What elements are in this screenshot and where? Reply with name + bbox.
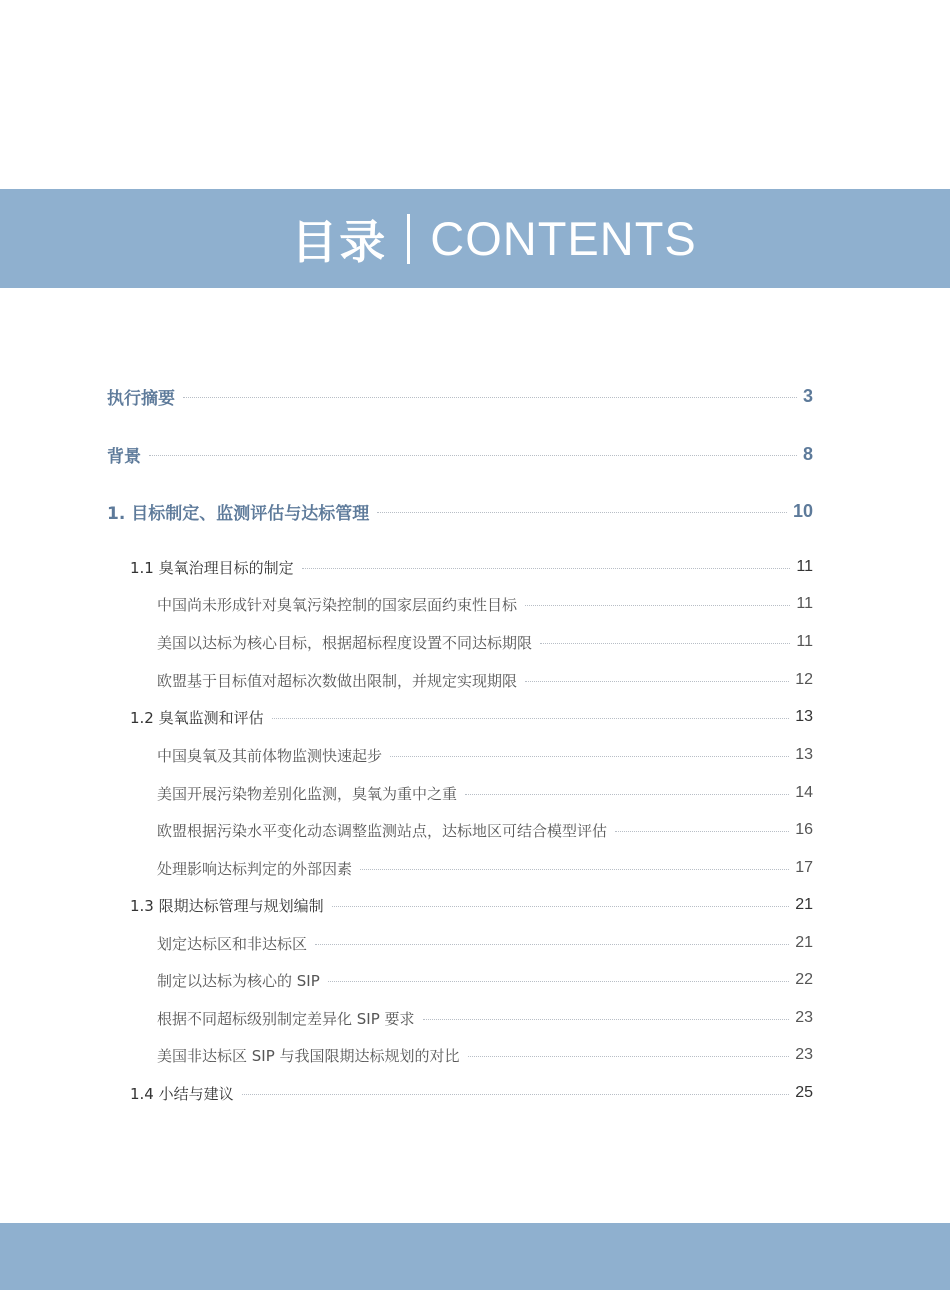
toc-entry-label: 欧盟根据污染水平变化动态调整监测站点，达标地区可结合模型评估	[157, 821, 608, 840]
toc-leader-dots	[302, 568, 791, 569]
toc-leader-dots	[183, 397, 797, 398]
toc-entry-section-1-2[interactable]	[130, 703, 813, 731]
toc-page-number: 22	[795, 971, 813, 988]
toc-entry-subsection[interactable]	[157, 966, 813, 994]
toc-leader-dots	[615, 831, 789, 832]
toc-leader-dots	[149, 455, 797, 456]
toc-entry-chapter-1[interactable]	[107, 497, 813, 525]
toc-page-number: 11	[796, 595, 813, 612]
toc-entry-background[interactable]	[107, 440, 813, 468]
toc-entry-label: 欧盟基于目标值对超标次数做出限制，并规定实现期限	[157, 671, 518, 690]
toc-page-number: 10	[792, 500, 813, 521]
toc-leader-dots	[315, 944, 789, 945]
toc-entry-subsection[interactable]	[157, 666, 813, 694]
toc-entry-subsection[interactable]	[157, 779, 813, 807]
toc-entry-label: 1. 目标制定、监测评估与达标管理	[107, 503, 370, 524]
toc-entry-label: 1.1 臭氧治理目标的制定	[130, 558, 294, 577]
toc-entry-label: 背景	[107, 446, 141, 467]
title-english: CONTENTS	[430, 212, 697, 265]
toc-leader-dots	[242, 1094, 790, 1095]
toc-entry-label: 根据不同超标级别制定差异化 SIP 要求	[157, 1009, 415, 1028]
toc-entry-subsection[interactable]	[157, 741, 813, 769]
toc-entry-subsection[interactable]	[157, 816, 813, 844]
toc-leader-dots	[423, 1019, 790, 1020]
title-chinese: 目录	[291, 214, 388, 269]
toc-leader-dots	[272, 718, 790, 719]
toc-entry-label: 美国以达标为核心目标，根据超标程度设置不同达标期限	[157, 633, 533, 652]
toc-page-number: 21	[795, 934, 813, 951]
toc-page-number: 11	[796, 558, 813, 575]
toc-leader-dots	[332, 906, 790, 907]
toc-entry-subsection[interactable]	[157, 1041, 813, 1069]
toc-entry-subsection[interactable]	[157, 854, 813, 882]
toc-page-number: 13	[795, 708, 813, 725]
toc-page-number: 17	[795, 859, 813, 876]
toc-entry-subsection[interactable]	[157, 1004, 813, 1032]
toc-entry-subsection[interactable]	[157, 590, 813, 618]
toc-page-number: 23	[795, 1046, 813, 1063]
toc-entry-label: 中国臭氧及其前体物监测快速起步	[157, 746, 383, 765]
toc-leader-dots	[465, 794, 789, 795]
toc-page-number: 11	[796, 633, 813, 650]
toc-page-number: 8	[802, 443, 813, 464]
toc-entry-label: 1.3 限期达标管理与规划编制	[130, 896, 324, 915]
toc-leader-dots	[540, 643, 790, 644]
toc-leader-dots	[525, 605, 790, 606]
toc-leader-dots	[390, 756, 789, 757]
toc-page-number: 3	[802, 385, 813, 406]
toc-page-number: 21	[795, 896, 813, 913]
toc-leader-dots	[328, 981, 789, 982]
toc-entry-label: 美国开展污染物差别化监测，臭氧为重中之重	[157, 784, 458, 803]
toc-entry-label: 中国尚未形成针对臭氧污染控制的国家层面约束性目标	[157, 595, 518, 614]
toc-page-number: 23	[795, 1009, 813, 1026]
toc-page-number: 14	[795, 784, 813, 801]
toc-page-number: 25	[795, 1084, 813, 1101]
toc-entry-label: 处理影响达标判定的外部因素	[157, 859, 353, 878]
toc-leader-dots	[377, 512, 787, 513]
toc-entry-label: 美国非达标区 SIP 与我国限期达标规划的对比	[157, 1046, 460, 1065]
toc-entry-subsection[interactable]	[157, 929, 813, 957]
footer-band	[0, 1223, 950, 1290]
toc-page-number: 16	[795, 821, 813, 838]
toc-entry-section-1-4[interactable]	[130, 1079, 813, 1107]
toc-leader-dots	[360, 869, 789, 870]
toc-page-number: 12	[795, 671, 813, 688]
toc-entry-section-1-1[interactable]	[130, 553, 813, 581]
toc-leader-dots	[525, 681, 789, 682]
toc-page-number: 13	[795, 746, 813, 763]
toc-entry-label: 1.2 臭氧监测和评估	[130, 708, 264, 727]
toc-entry-label: 划定达标区和非达标区	[157, 934, 308, 953]
toc-entry-label: 制定以达标为核心的 SIP	[157, 971, 320, 990]
toc-entry-subsection[interactable]	[157, 628, 813, 656]
toc-entry-label: 1.4 小结与建议	[130, 1084, 234, 1103]
toc-entry-label: 执行摘要	[107, 388, 175, 409]
toc-entry-executive-summary[interactable]	[107, 382, 813, 410]
toc-leader-dots	[468, 1056, 790, 1057]
toc-entry-section-1-3[interactable]	[130, 891, 813, 919]
